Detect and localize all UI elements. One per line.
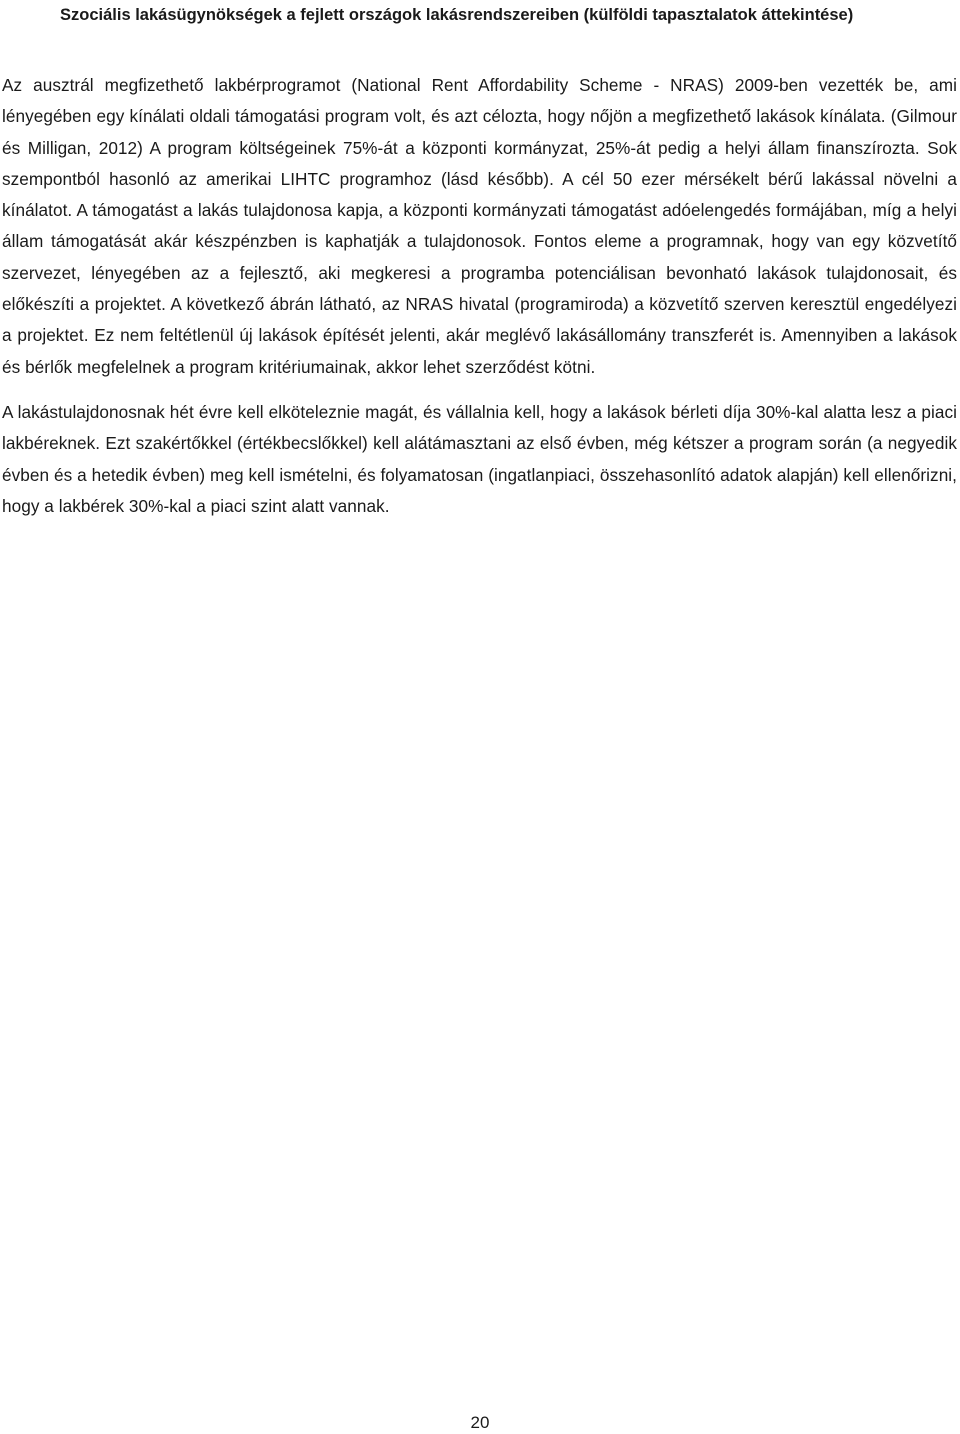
- document-body: [2, 70, 957, 522]
- running-header: Szociális lakásügynökségek a fejlett országok lakásrendszereiben (külföldi tapasztalatok áttekintése): [60, 6, 854, 24]
- paragraph-owner-commitment: A lakástulajdonosnak hét évre kell elköteleznie magát, és vállalnia kell, hogy a lakások bérleti díja 30%-kal alatta lesz a piaci lakbéreknek. Ezt szakértőkkel (értékbecslőkkel) kell alátámasztani az első évben, még kétszer a program során (a negyedik évben és a hetedik évben) meg kell ismételni, és folyamatosan (ingatlanpiaci, összehasonlító adatok alapján) kell ellenőrizni, hogy a lakbérek 30%-kal a piaci szint alatt vannak.: [2, 401, 957, 516]
- page-number: 20: [470, 1413, 490, 1432]
- paragraph-nras-program: Az ausztrál megfizethető lakbérprogramot (National Rent Affordability Scheme - NRAS) 2009-ben vezették be, ami lényegében egy kínálati oldali támogatási program volt, és azt célozta, hogy nőjön a megfizethető lakások kínálata. (Gilmour és Milligan, 2012) A program költségeinek 75%-át a központi kormányzat, 25%-át pedig a helyi állam finanszírozta. Sok szempontból hasonló az amerikai LIHTC programhoz (lásd később). A cél 50 ezer mérsékelt bérű lakással növelni a kínálatot. A támogatást a lakás tulajdonosa kapja, a központi kormányzati támogatást adóelengedés formájában, míg a helyi állam támogatását akár készpénzben is kaphatják a tulajdonosok. Fontos eleme a programnak, hogy van egy közvetítő szervezet, lényegében az a fejlesztő, aki megkeresi a programba potenciálisan bevonható lakások tulajdonosait, és előkészíti a projektet. A következő ábrán látható, az NRAS hivatal (programiroda) a közvetítő szerven keresztül engedélyezi a projektet. Ez nem feltétlenül új lakások építését jelenti, akár meglévő lakásállomány transzferét is. Amennyiben a lakások és bérlők megfelelnek a program kritériumainak, akkor lehet szerződést kötni.: [2, 75, 957, 377]
